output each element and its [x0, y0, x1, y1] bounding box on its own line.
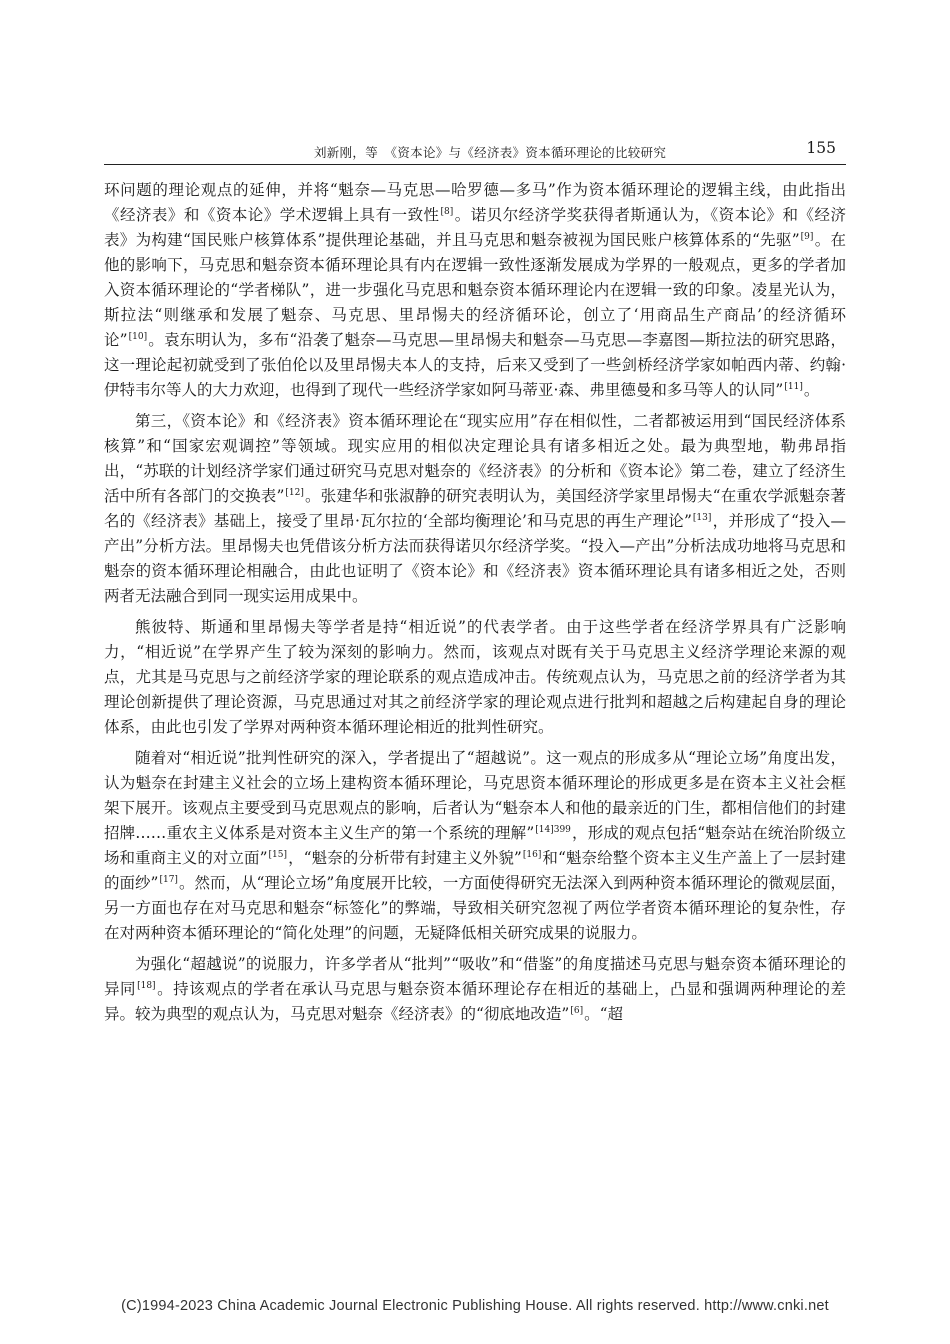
citation-ref[interactable]: [18] [137, 980, 156, 991]
citation-ref[interactable]: [16] [522, 849, 542, 860]
article-body [104, 178, 846, 1033]
citation-ref[interactable]: [10] [128, 331, 148, 342]
running-title: 刘新刚，等 《资本论》与《经济表》资本循环理论的比较研究 [314, 145, 667, 160]
citation-ref[interactable]: [9] [800, 231, 814, 242]
citation-ref[interactable]: [14]399 [535, 824, 571, 835]
copyright-footer: (C)1994-2023 China Academic Journal Electronic Publishing House. All rights reserved. http://www.cnki.net [121, 1298, 829, 1314]
citation-ref[interactable]: [13] [692, 512, 712, 523]
text-segment: 。诺贝尔经济学奖获得者斯通认为，《资本论》和《经济表》为构建“国民账户核算体系”提供理论基础，并且马克思和魁奈被视为国民账户核算体系的“先驱” [104, 206, 846, 249]
citation-ref[interactable]: [15] [268, 849, 288, 860]
running-header [104, 140, 846, 165]
citation-ref[interactable]: [8] [440, 206, 454, 217]
text-segment: 为强化“超越说”的说服力，许多学者从“批判”“吸收”和“借鉴”的角度描述马克思与魁奈资本循环理论的异同 [104, 955, 846, 998]
text-segment: 环问题的理论观点的延伸，并将“魁奈—马克思—哈罗德—多马”作为资本循环理论的逻辑主线，由此指出《经济表》和《资本论》学术逻辑上具有一致性 [104, 181, 846, 224]
text-segment: ，并形成了“投入—产出”分析方法。里昂惕夫也凭借该分析方法而获得诺贝尔经济学奖。“投入—产出”分析法成功地将马克思和魁奈的资本循环理论相融合，由此也证明了《资本论》和《经济表》资本循环理论具有诸多相近之处，否则两者无法融合到同一现实运用成果中。 [104, 512, 846, 605]
citation-ref[interactable]: [17] [159, 874, 178, 885]
text-segment: 。袁东明认为，多布“沿袭了魁奈—马克思—里昂惕夫和魁奈—马克思—李嘉图—斯拉法的研究思路，这一理论起初就受到了张伯伦以及里昂惕夫本人的支持，后来又受到了一些剑桥经济学家如帕西内蒂、约翰·伊特韦尔等人的大力欢迎，也得到了现代一些经济学家如阿马蒂亚·森、弗里德曼和多马等人的认同” [104, 331, 846, 399]
paragraph-5 [104, 952, 846, 1027]
text-segment: ，“魁奈的分析带有封建主义外貌” [288, 849, 522, 867]
text-segment: 。 [803, 381, 820, 399]
text-segment: 。然而，从“理论立场”角度展开比较，一方面使得研究无法深入到两种资本循环理论的微观层面，另一方面也存在对马克思和魁奈“标签化”的弊端，导致相关研究忽视了两位学者资本循环理论的复杂性，存在对两种资本循环理论的“简化处理”的问题，无疑降低相关研究成果的说服力。 [104, 874, 846, 942]
page-number: 155 [806, 139, 836, 157]
text-segment: 随着对“相近说”批判性研究的深入，学者提出了“超越说”。这一观点的形成多从“理论立场”角度出发，认为魁奈在封建主义社会的立场上建构资本循环理论，马克思资本循环理论的形成更多是在资本主义社会框架下展开。该观点主要受到马克思观点的影响，后者认为“魁奈本人和他的最亲近的门生，都相信他们的封建招牌……重农主义体系是对资本主义生产的第一个系统的理解” [104, 749, 846, 842]
text-segment: 和“魁奈给整个资本主义生产盖上了一层封建的面纱” [104, 849, 846, 892]
text-segment: 。持该观点的学者在承认马克思与魁奈资本循环理论存在相近的基础上，凸显和强调两种理论的差异。较为典型的观点认为，马克思对魁奈《经济表》的“彻底地改造” [104, 980, 846, 1023]
citation-ref[interactable]: [6] [570, 1005, 584, 1016]
paragraph-2 [104, 409, 846, 609]
text-segment: 熊彼特、斯通和里昂惕夫等学者是持“相近说”的代表学者。由于这些学者在经济学界具有广泛影响力，“相近说”在学界产生了较为深刻的影响力。然而，该观点对既有关于马克思主义经济学理论来源的观点，尤其是马克思与之前经济学家的理论联系的观点造成冲击。传统观点认为，马克思之前的经济学者为其理论创新提供了理论资源，马克思通过对其之前经济学家的理论观点进行批判和超越之后构建起自身的理论体系，由此也引发了学界对两种资本循环理论相近的批判性研究。 [104, 618, 846, 736]
text-segment: 。在他的影响下，马克思和魁奈资本循环理论具有内在逻辑一致性逐渐发展成为学界的一般观点，更多的学者加入资本循环理论的“学者梯队”，进一步强化马克思和魁奈资本循环理论内在逻辑一致的印象。凌星光认为，斯拉法“则继承和发展了魁奈、马克思、里昂惕夫的经济循环论，创立了‘用商品生产商品’的经济循环论” [104, 231, 846, 349]
citation-ref[interactable]: [11] [784, 381, 803, 392]
text-segment: 。张建华和张淑静的研究表明认为，美国经济学家里昂惕夫“在重农学派魁奈著名的《经济表》基础上，接受了里昂·瓦尔拉的‘全部均衡理论’和马克思的再生产理论” [104, 487, 846, 530]
citation-ref[interactable]: [12] [285, 487, 304, 498]
text-segment: 第三，《资本论》和《经济表》资本循环理论在“现实应用”存在相似性，二者都被运用到“国民经济体系核算”和“国家宏观调控”等领域。现实应用的相似决定理论具有诸多相近之处。最为典型地，勒弗昂指出，“苏联的计划经济学家们通过研究马克思对魁奈的《经济表》的分析和《资本论》第二卷，建立了经济生活中所有各部门的交换表” [104, 412, 846, 505]
text-segment: 。“超 [584, 1005, 624, 1023]
paragraph-3 [104, 615, 846, 740]
paragraph-1 [104, 178, 846, 403]
text-segment: ，形成的观点包括“魁奈站在统治阶级立场和重商主义的对立面” [104, 824, 846, 867]
paragraph-4 [104, 746, 846, 946]
